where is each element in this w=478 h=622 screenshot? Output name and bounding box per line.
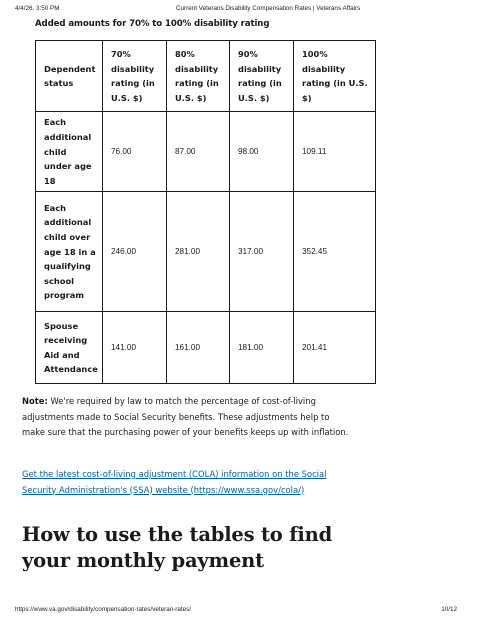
table-cell: 161.00: [167, 312, 230, 384]
table-row: [36, 312, 376, 384]
print-footer: [0, 606, 478, 618]
note-label: Note:: [22, 396, 48, 406]
column-header-70: 70% disability rating (in U.S. $): [103, 41, 167, 112]
table-cell: 352.45: [294, 192, 376, 312]
column-header-90: 90% disability rating (in U.S. $): [230, 41, 294, 112]
column-header-100: 100% disability rating (in U.S. $): [294, 41, 376, 112]
page-number: 10/12: [441, 606, 457, 613]
print-url: https://www.va.gov/disability/compensation-rates/veteran-rates/: [15, 606, 192, 613]
ssa-cola-link[interactable]: Get the latest cost-of-living adjustment (COLA) information on the Social Security Administration's (SSA) website (https://www.ssa.gov/cola/): [22, 469, 327, 495]
table-row: [36, 112, 376, 192]
table-header-row: [36, 41, 376, 112]
table-cell: 141.00: [103, 312, 167, 384]
row-label-spouse-aid-attendance: Spouse receiving Aid and Attendance: [36, 312, 103, 384]
table-cell: 181.00: [230, 312, 294, 384]
table-cell: 317.00: [230, 192, 294, 312]
table-cell: 109.11: [294, 112, 376, 192]
table-caption: Added amounts for 70% to 100% disability rating: [35, 19, 270, 29]
table-cell: 98.00: [230, 112, 294, 192]
table-row: [36, 192, 376, 312]
added-amounts-table: [35, 40, 376, 384]
table-cell: 76.00: [103, 112, 167, 192]
table-cell: 201.41: [294, 312, 376, 384]
cola-note: [22, 394, 352, 441]
column-header-80: 80% disability rating (in U.S. $): [167, 41, 230, 112]
print-header: [0, 5, 478, 17]
print-datetime: 4/4/26, 3:50 PM: [15, 5, 60, 12]
column-header-dependent-status: Dependent status: [36, 41, 103, 112]
note-text: We're required by law to match the percentage of cost-of-living adjustments made to Social Security benefits. These adjustments help to make sure that the purchasing power of your benefits keeps up with inflation.: [22, 396, 349, 438]
table-cell: 87.00: [167, 112, 230, 192]
row-label-child-over-18-school: Each additional child over age 18 in a qualifying school program: [36, 192, 103, 312]
print-document-title: Current Veterans Disability Compensation Rates | Veterans Affairs: [176, 5, 361, 12]
section-heading: How to use the tables to find your monthly payment: [22, 523, 333, 572]
rates-table-container: [35, 40, 368, 375]
table-cell: 246.00: [103, 192, 167, 312]
row-label-child-under-18: Each additional child under age 18: [36, 112, 103, 192]
table-cell: 281.00: [167, 192, 230, 312]
